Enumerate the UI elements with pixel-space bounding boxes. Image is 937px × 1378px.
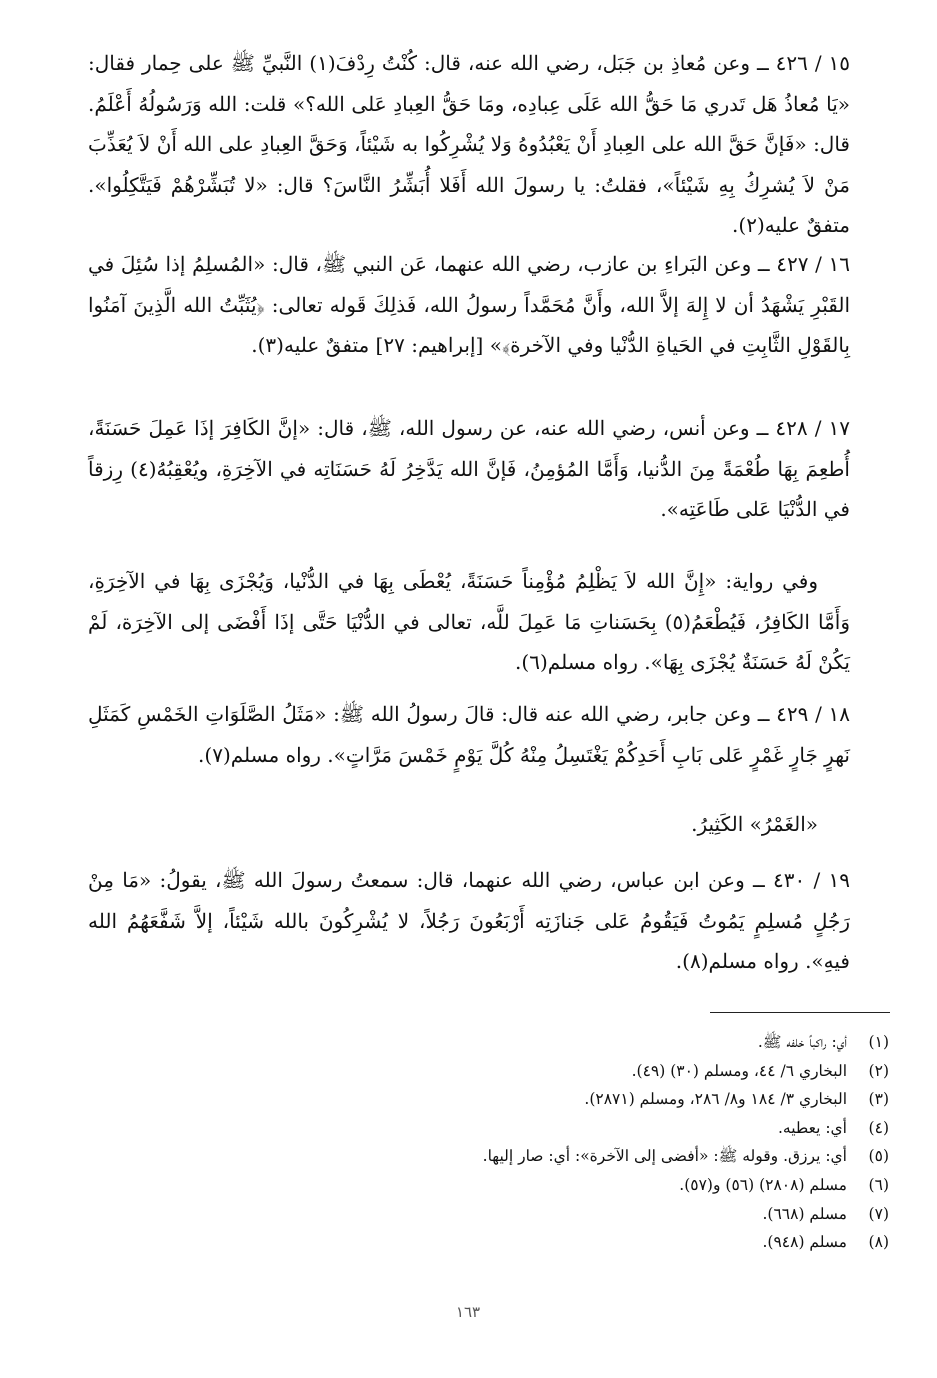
- hadith-429-gloss: «الغَمْرُ» الكَثِيرُ.: [691, 812, 818, 836]
- footnote-separator: [710, 1012, 890, 1013]
- footnote-number: (٦): [868, 1175, 889, 1194]
- footnote-item: [329, 1228, 889, 1257]
- footnote-text: مسلم (٩٤٨).: [762, 1233, 847, 1252]
- footnote-text: أي: راكباً خلفه ﷺ.: [757, 1033, 847, 1051]
- footnote-text: البخاري ٣/ ١٨٤ و٨/ ٢٨٦، ومسلم (٢٨٧١).: [584, 1090, 847, 1109]
- footnote-number: (٧): [868, 1204, 889, 1223]
- footnote-item: [329, 1142, 889, 1171]
- footnote-number: (٤): [868, 1118, 889, 1137]
- hadith-428-riwaya: وفي رواية: «إِنَّ الله لاَ يَظْلِمُ مُؤْمِناً حَسَنَةً، يُعْطَى بِهَا في الدُّنْيا، وَيُجْزَى بِهَا في الآخِرَةِ، وَأَمَّا الكَافِرُ، فَيُطْعَمُ(٥) بِحَسَناتِ مَا عَمِلَ للَّه، تعالى في الدُّنْيَا حَتَّى إذَا أَفْضَى إلى الآخِرَة، لَمْ يَكُنْ لَهُ حَسَنَةٌ يُجْزَى بِهَا». رواه مسلم(٦).: [88, 569, 850, 674]
- footnote-item: [329, 1114, 889, 1143]
- footnote-number: (١): [868, 1033, 889, 1051]
- footnote-number: (٨): [868, 1233, 889, 1252]
- footnote-number: (٥): [868, 1147, 889, 1166]
- footnote-item: [329, 1028, 889, 1057]
- page-number: ١٦٣: [455, 1303, 481, 1321]
- footnote-item: [329, 1200, 889, 1229]
- footnote-number: (٣): [868, 1090, 889, 1109]
- hadith-428: ١٧ / ٤٢٨ ــ وعن أنس، رضي الله عنه، عن رسول الله، ﷺ، قال: «إنَّ الكَافِرَ إذَا عَمِلَ حَسَنَةً، أُطعِمَ بِهَا طُعْمَةً مِنَ الدُّنيا، وَأَمَّا المُؤمِنُ، فَإنَّ الله يَدَّخِرُ لَهُ حَسَنَاتِه في الآخِرَةِ، ويُعْقِبُهُ(٤) رِزقاً في الدُّنْيَا عَلى طَاعَتِه».: [88, 416, 851, 521]
- hadith-429: ١٨ / ٤٢٩ ــ وعن جابر، رضي الله عنه قال: قالَ رسولُ الله ﷺ: «مَثَلُ الصَّلَوَاتِ الخَمْسِ كَمَثَلِ نَهرٍ جَارٍ غَمْرٍ عَلى بَابِ أَحَدِكُمْ يَغْتَسِلُ مِنْهُ كُلَّ يَوْمٍ خَمْسَ مَرَّاتٍ». رواه مسلم(٧).: [88, 702, 850, 767]
- hadith-427: ١٦ / ٤٢٧ ــ وعن البَراءِ بن عازب، رضي الله عنهما، عَن النبي ﷺ، قال: «المُسلِمُ إذا سُئِلَ في القَبْرِ يَشْهَدُ أن لا إِلهَ إلاَّ الله، وأَنَّ مُحَمَّداً رسولُ الله، فَذلِكَ قَوله تعالى: ﴿يُثَبِّتُ الله الَّذِينَ آمَنُوا بِالقَوْلِ الثَّابِتِ في الحَياةِ الدُّنْيا وفي الآخرة﴾» [إبراهيم: ٢٧] متفقٌ عليه(٣).: [88, 252, 850, 357]
- footnote-item: [329, 1171, 889, 1200]
- footnote-text: البخاري ٦/ ٤٤، ومسلم (٣٠) (٤٩).: [631, 1061, 847, 1080]
- footnote-text: أي: يرزق. وقوله ﷺ: «أفضى إلى الآخرة»: أي: صار إليها.: [482, 1147, 847, 1166]
- footnote-item: [329, 1085, 889, 1114]
- hadith-426: ١٥ / ٤٢٦ ــ وعن مُعاذِ بن جَبَل، رضي الله عنه، قال: كُنْتُ رِدْفَ(١) النَّبيِّ ﷺ على حِمار فقال: «يَا مُعاذُ هَل تَدري مَا حَقُّ الله عَلَى عِبادِه، ومَا حَقُّ العِبادِ عَلى الله؟» قلت: الله وَرَسُولُهُ أَعْلَمُ. قال: «فَإنَّ حَقَّ الله على العِبادِ أَنْ يَعْبُدُوهُ وَلا يُشْرِكُوا به شَيْئاً، وَحَقَّ العِبادِ على الله أَنْ لاَ يُعَذِّبَ مَنْ لاَ يُشرِكُ بِهِ شَيْئاً»، فقلتُ: يا رسولَ الله أَفَلا أُبَشِّرُ النَّاسَ؟ قال: «لا تُبَشِّرْهُمْ فَيَتَّكِلُوا». متفقٌ عليه(٢).: [88, 51, 850, 237]
- footnote-text: مسلم (٦٦٨).: [762, 1204, 847, 1223]
- footnote-item: [329, 1057, 889, 1086]
- footnote-number: (٢): [868, 1061, 889, 1080]
- footnote-text: أي: يعطيه.: [777, 1118, 847, 1137]
- footnotes-list: [329, 1028, 889, 1257]
- hadith-430: ١٩ / ٤٣٠ ــ وعن ابن عباس، رضي الله عنهما، قال: سمعتُ رسولَ الله ﷺ، يقولُ: «مَا مِنْ رَجُلٍ مُسلِمٍ يَمُوتُ فَيَقُومُ عَلى جَنازَتِه أَرْبَعُونَ رَجُلاً، لا يُشْرِكُونَ بالله شَيْئاً، إلاَّ شَفَّعَهُمُ الله فيهِ». رواه مسلم(٨).: [88, 868, 851, 973]
- footnote-text: مسلم (٢٨٠٨) (٥٦) و(٥٧).: [679, 1175, 847, 1194]
